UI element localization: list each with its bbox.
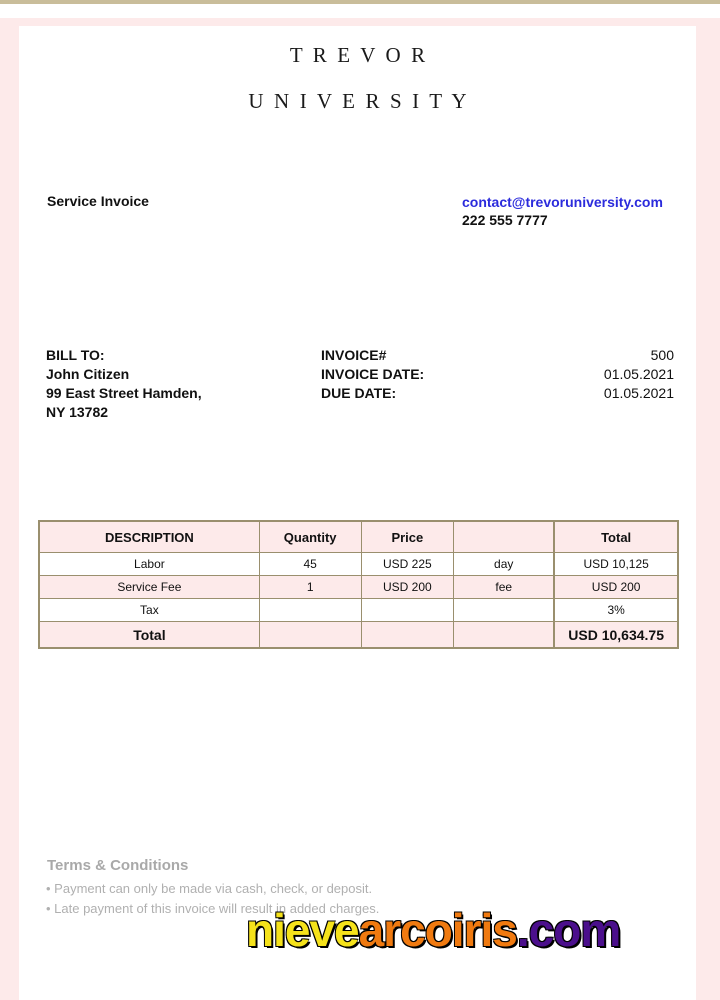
cell-quantity: [259, 599, 361, 622]
cell-description: Labor: [39, 553, 259, 576]
due-date-value: 01.05.2021: [603, 385, 674, 401]
invoice-info-labels: [321, 346, 424, 403]
column-header-unit: [454, 521, 555, 553]
watermark-part-1: nieve: [246, 904, 359, 956]
total-label: Total: [39, 622, 259, 649]
bill-to-name: John Citizen: [46, 366, 130, 382]
brand-name-line1: T R E V O R: [289, 43, 426, 67]
contact-email-link[interactable]: contact@trevoruniversity.com: [462, 194, 663, 210]
invoice-info-values: [604, 346, 674, 403]
cell-total: 3%: [554, 599, 678, 622]
terms-item: • Payment can only be made via cash, check, or deposit.: [46, 881, 373, 896]
watermark-part-3: .com: [516, 904, 621, 956]
bill-to-label: BILL TO:: [46, 347, 105, 363]
window-top-strip: [0, 4, 720, 18]
total-empty-cell: [361, 622, 454, 649]
column-header-description: DESCRIPTION: [39, 521, 259, 553]
cell-unit: fee: [454, 576, 555, 599]
cell-total: USD 10,125: [554, 553, 678, 576]
line-items-table: [38, 520, 679, 649]
cell-price: USD 225: [361, 553, 454, 576]
column-header-quantity: Quantity: [259, 521, 361, 553]
cell-price: USD 200: [361, 576, 454, 599]
terms-item: • Late payment of this invoice will result in added charges.: [46, 901, 380, 916]
cell-description: Tax: [39, 599, 259, 622]
terms-title: Terms & Conditions: [47, 857, 189, 874]
cell-quantity: 45: [259, 553, 361, 576]
cell-unit: day: [454, 553, 555, 576]
brand-name-line2: U N I V E R S I T Y: [248, 89, 467, 113]
bill-to-address-line2: NY 13782: [46, 404, 109, 420]
bill-to-address-line1: 99 East Street Hamden,: [46, 385, 202, 401]
contact-phone: 222 555 7777: [462, 212, 548, 228]
table-row: [39, 599, 678, 622]
grand-total-value: USD 10,634.75: [554, 622, 678, 649]
invoice-page: [19, 26, 696, 1000]
cell-quantity: 1: [259, 576, 361, 599]
due-date-label: DUE DATE:: [321, 385, 397, 401]
column-header-total: Total: [554, 521, 678, 553]
invoice-number-label: INVOICE#: [321, 347, 387, 363]
table-total-row: [39, 622, 678, 649]
cell-total: USD 200: [554, 576, 678, 599]
invoice-number-value: 500: [650, 347, 674, 363]
bill-to-block: [46, 346, 202, 422]
cell-unit: [454, 599, 555, 622]
watermark-logo: [246, 903, 620, 957]
table-row: [39, 576, 678, 599]
table-row: [39, 553, 678, 576]
table-header-row: [39, 521, 678, 553]
document-type: Service Invoice: [47, 193, 149, 209]
column-header-price: Price: [361, 521, 454, 553]
total-empty-cell: [259, 622, 361, 649]
total-empty-cell: [454, 622, 555, 649]
watermark-part-2: arcoiris: [358, 904, 517, 956]
cell-price: [361, 599, 454, 622]
invoice-date-label: INVOICE DATE:: [321, 366, 425, 382]
invoice-date-value: 01.05.2021: [603, 366, 674, 382]
cell-description: Service Fee: [39, 576, 259, 599]
